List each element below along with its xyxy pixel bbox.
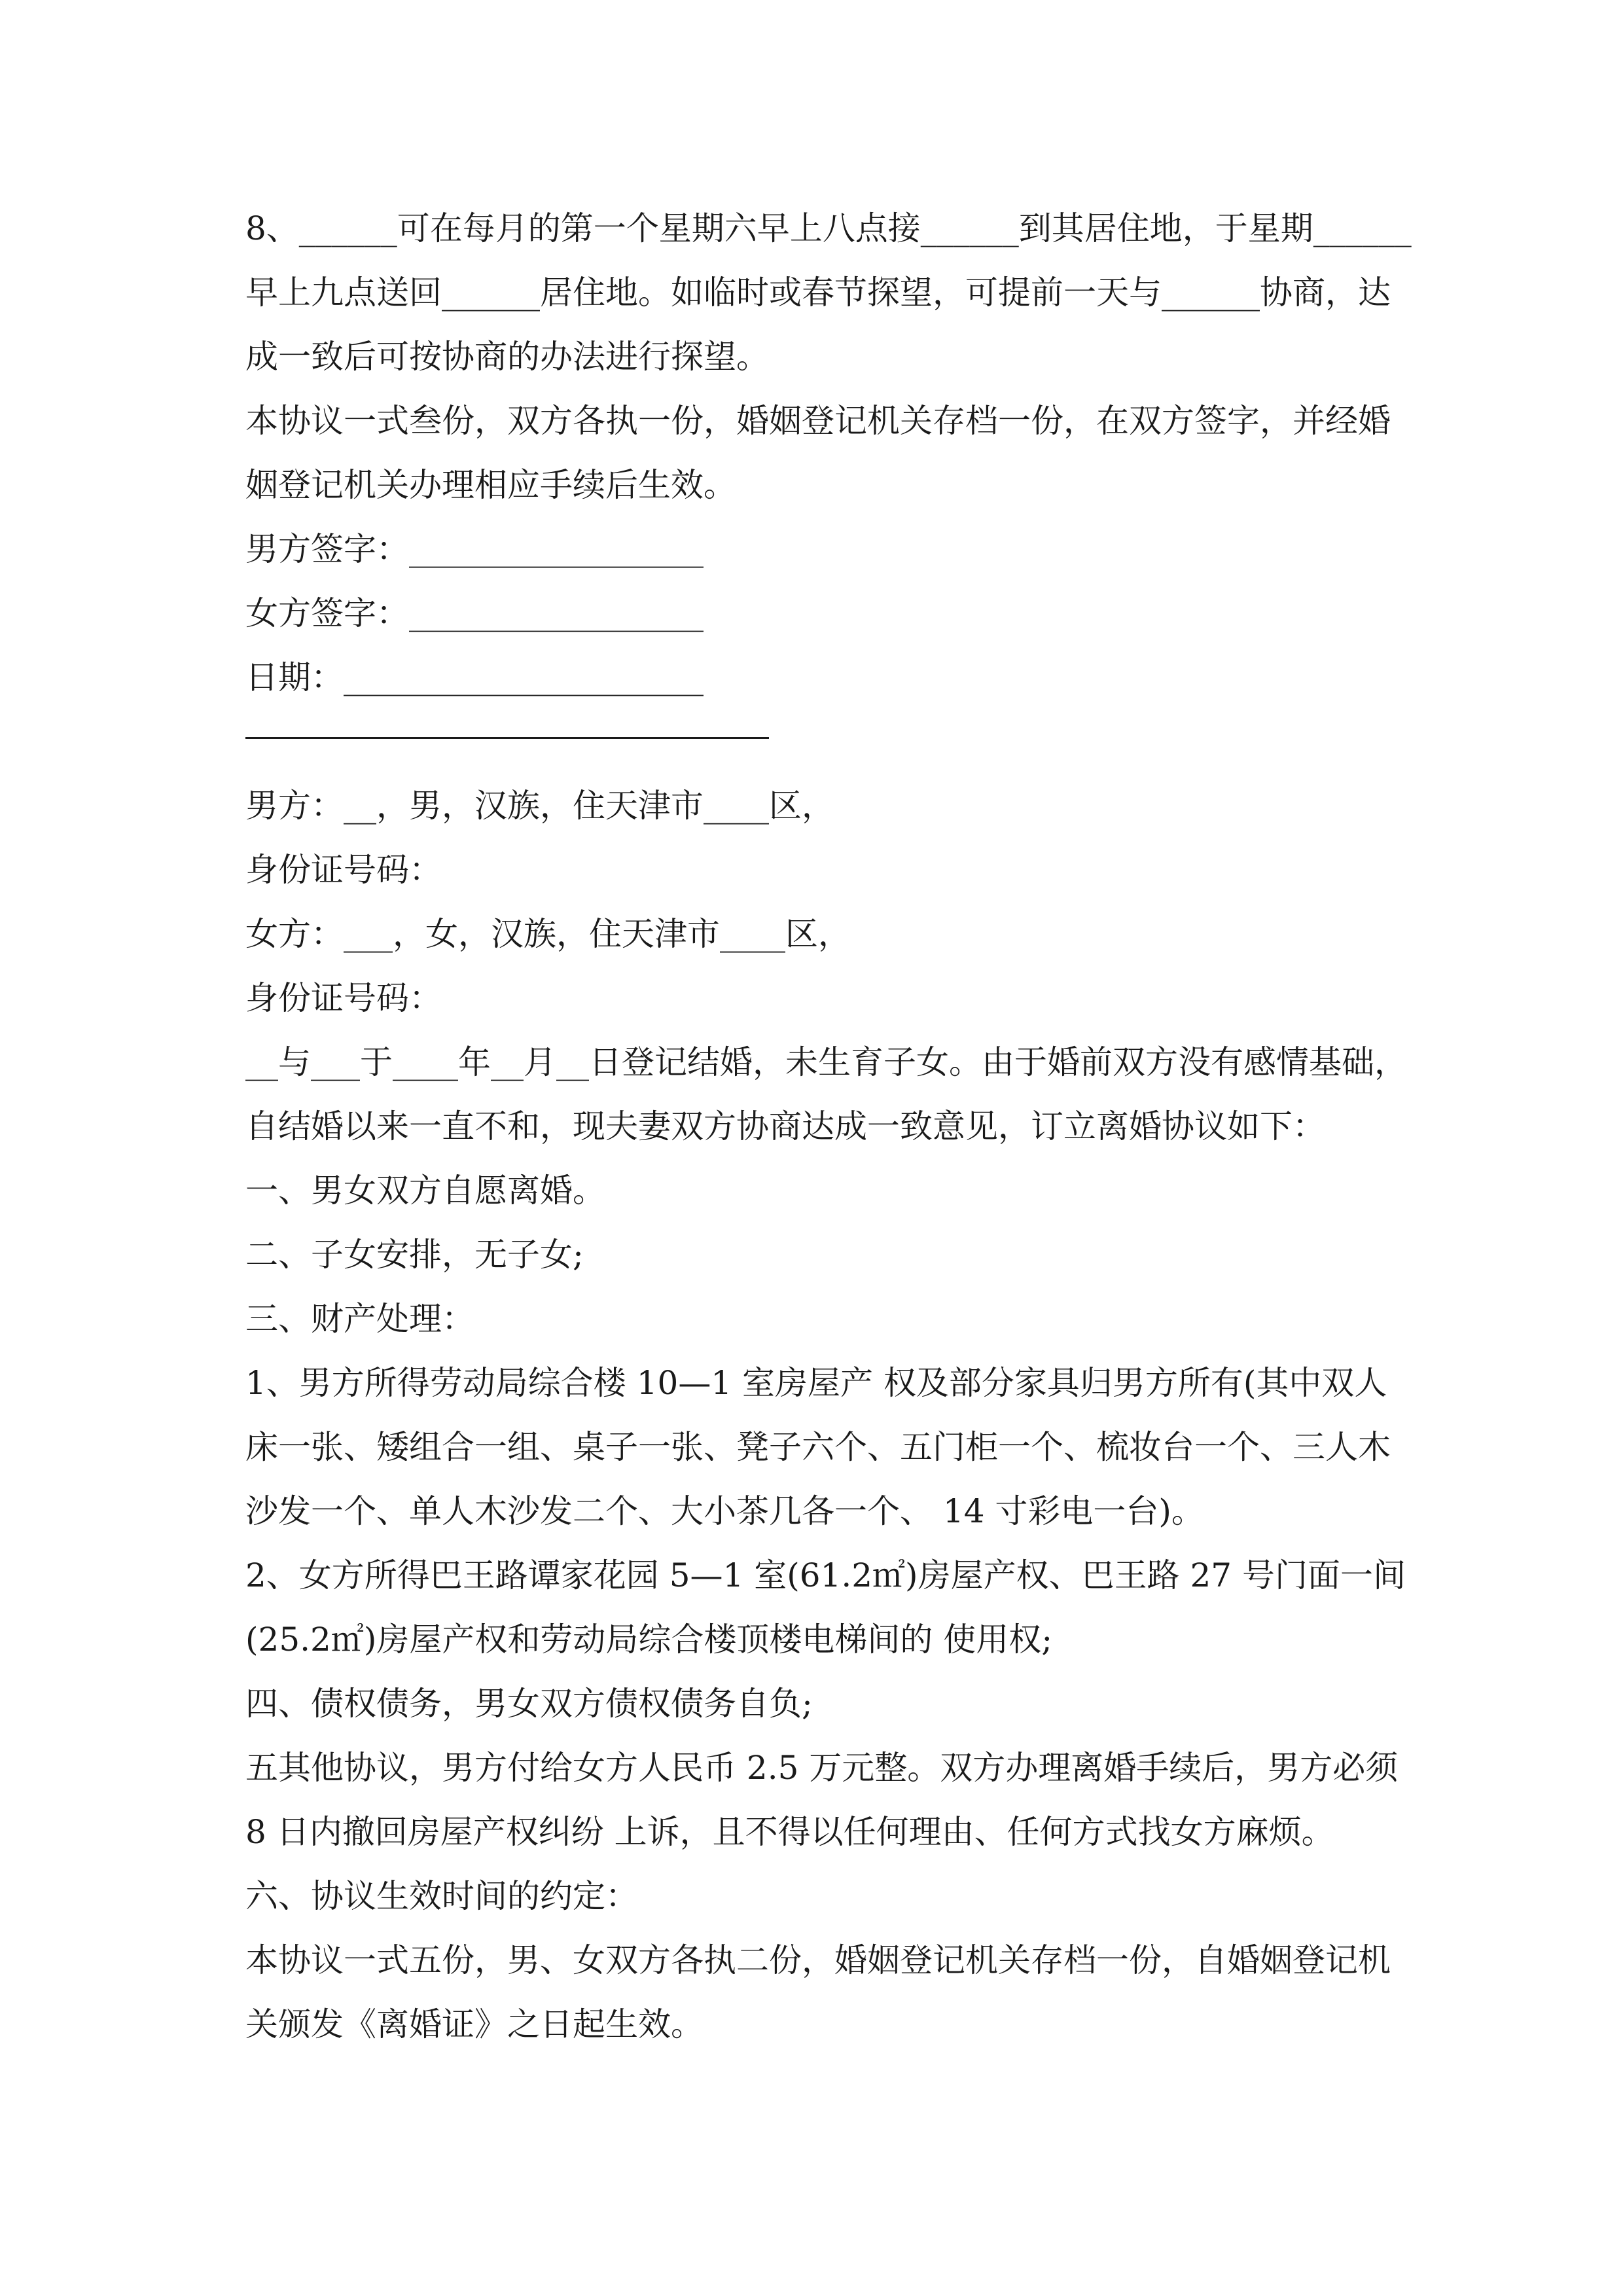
date-line: 日期：______________________: [245, 658, 704, 696]
text-line: 8 日内撤回房屋产权纠纷 上诉，且不得以任何理由、任何方式找女方麻烦。: [245, 1813, 1334, 1851]
text-line: 五其他协议，男方付给女方人民币 2.5 万元整。双方办理离婚手续后，男方必须: [245, 1749, 1399, 1787]
female-signature-line: 女方签字：__________________: [245, 594, 704, 632]
text-line: 床一张、矮组合一组、桌子一张、凳子六个、五门柜一个、梳妆台一个、三人木: [245, 1428, 1391, 1466]
text-line: 早上九点送回______居住地。如临时或春节探望，可提前一天与______协商，达: [245, 274, 1391, 312]
text-line: 自结婚以来一直不和，现夫妻双方协商达成一致意见，订立离婚协议如下：: [245, 1107, 1325, 1145]
document-body: [245, 196, 1412, 2056]
text-line: 姻登记机关办理相应手续后生效。: [245, 466, 736, 504]
male-party-line: 男方：__，男，汉族，住天津市____区，: [245, 787, 834, 825]
clause-heading: 一、男女双方自愿离婚。: [245, 1172, 605, 1210]
id-number-line: 身份证号码：: [245, 979, 442, 1017]
text-line: 沙发一个、单人木沙发二个、大小茶几各一个、 14 寸彩电一台)。: [245, 1492, 1204, 1530]
text-line: 2、女方所得巴王路谭家花园 5—1 室(61.2㎡)房屋产权、巴王路 27 号门面一间: [245, 1556, 1406, 1594]
text-line: 本协议一式叁份，双方各执一份，婚姻登记机关存档一份，在双方签字，并经婚: [245, 402, 1391, 440]
clause-heading: 六、协议生效时间的约定：: [245, 1877, 638, 1915]
female-party-line: 女方：___，女，汉族，住天津市____区，: [245, 915, 851, 953]
clause-heading: 四、债权债务，男女双方债权债务自负;: [245, 1685, 813, 1723]
text-line: __与___于____年__月__日登记结婚，未生育子女。由于婚前双方没有感情基础，: [245, 1043, 1407, 1081]
divider-rule: [245, 737, 769, 739]
text-line: 关颁发《离婚证》之日起生效。: [245, 2005, 704, 2043]
text-line: 成一致后可按协商的办法进行探望。: [245, 338, 769, 376]
id-number-line: 身份证号码：: [245, 851, 442, 889]
text-line: (25.2㎡)房屋产权和劳动局综合楼顶楼电梯间的 使用权;: [245, 1621, 1053, 1659]
male-signature-line: 男方签字：__________________: [245, 530, 704, 568]
text-line: 本协议一式五份，男、女双方各执二份，婚姻登记机关存档一份，自婚姻登记机: [245, 1941, 1391, 1979]
clause-heading: 三、财产处理：: [245, 1300, 474, 1338]
clause-heading: 二、子女安排，无子女;: [245, 1236, 584, 1274]
text-line: 1、男方所得劳动局综合楼 10—1 室房屋产 权及部分家具归男方所有(其中双人: [245, 1364, 1387, 1402]
text-line: 8、______可在每月的第一个星期六早上八点接______到其居住地，于星期______: [245, 209, 1412, 247]
section-divider: [245, 709, 1397, 774]
